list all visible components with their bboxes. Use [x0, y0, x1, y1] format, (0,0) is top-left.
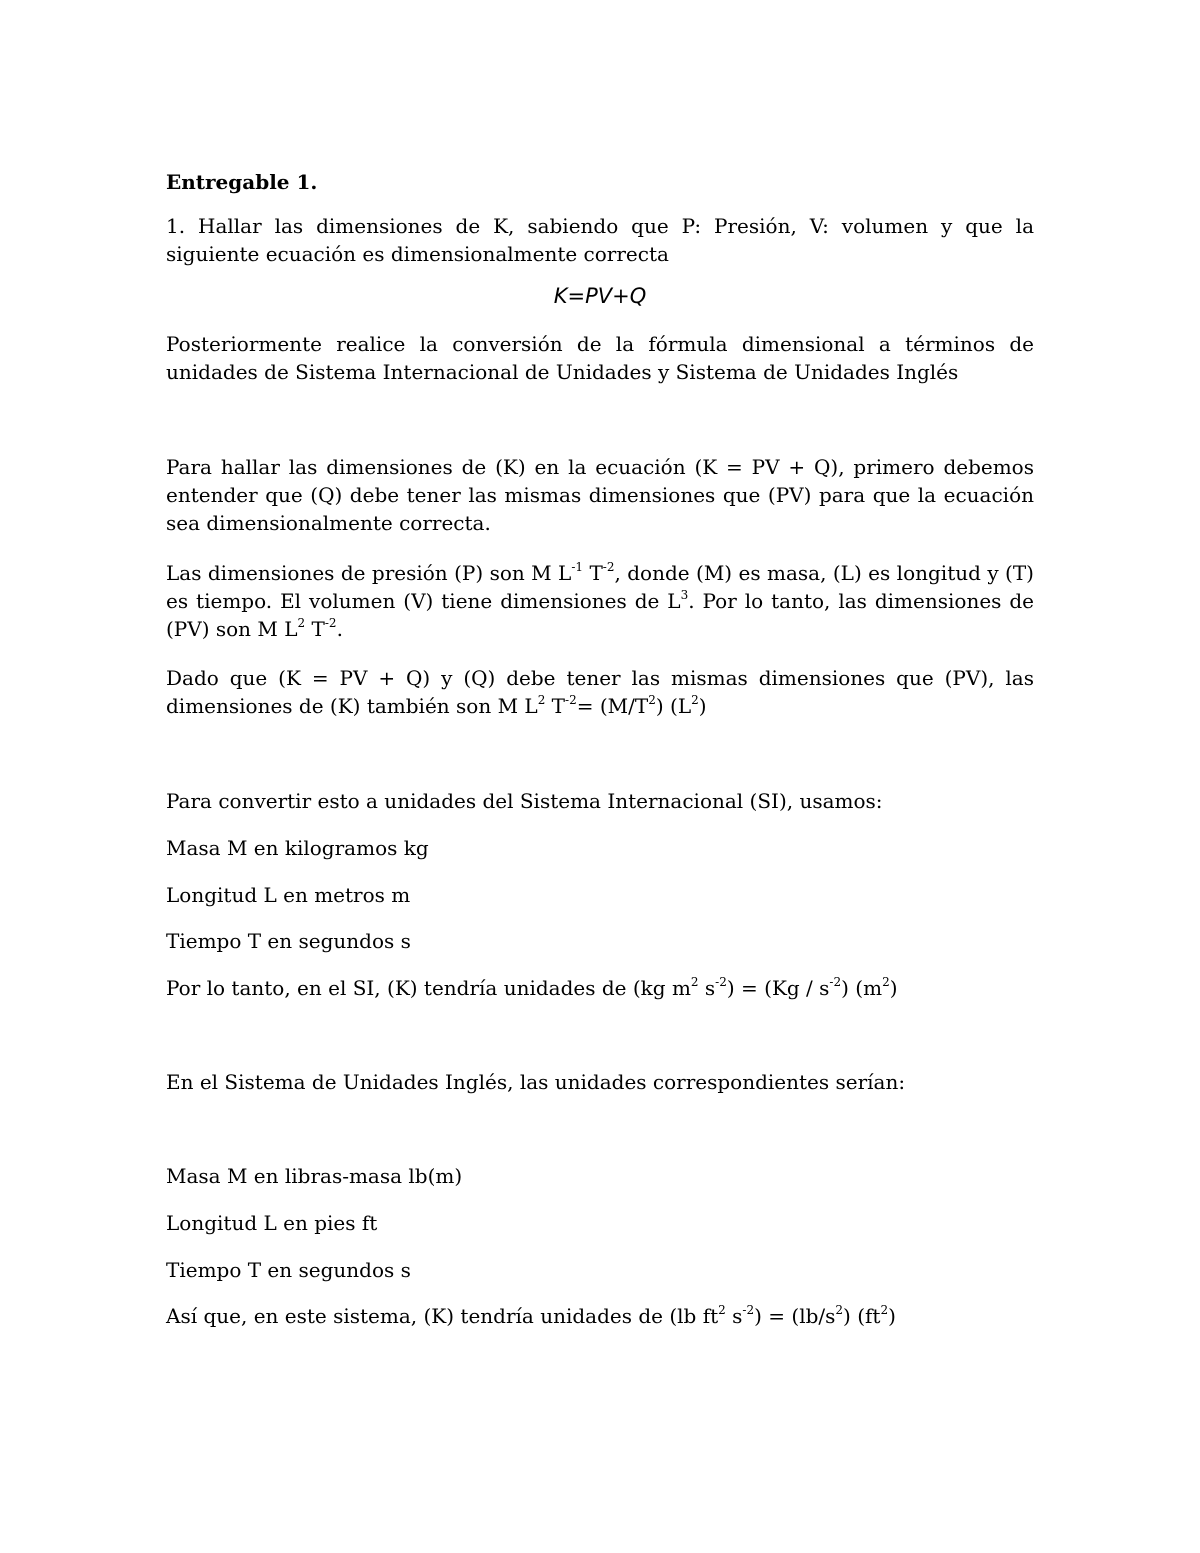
- question-number: 1.: [166, 214, 186, 238]
- si-length: Longitud L en metros m: [166, 883, 411, 907]
- si-intro: Para convertir esto a unidades del Sistema Internacional (SI), usamos:: [166, 789, 883, 813]
- english-result: Así que, en este sistema, (K) tendría unidades de (lb $ft^2$ $s^{-2}) = (lb/s^2)$ $(ft^2)$: [166, 1303, 896, 1328]
- question-text: Hallar las dimensiones de K, sabiendo que P: Presión, V: volumen y que la siguiente ecuación es dimensionalmente correcta: [166, 214, 1034, 266]
- si-mass: Masa M en kilogramos kg: [166, 836, 429, 860]
- answer-paragraph-2: Las dimensiones de presión (P) son M $L^{-1}$ $T^{-2}$, donde (M) es masa, (L) es longitud y (T) es tiempo. El volumen (V) tiene dimensiones de $L^3$. Por lo tanto, las dimensiones de (PV) son M $L^2$ $T^{-2}$.: [166, 560, 1035, 641]
- english-mass: Masa M en libras-masa lb(m): [166, 1164, 463, 1188]
- equation: K=PV+Q: [553, 284, 647, 308]
- english-length: Longitud L en pies ft: [166, 1211, 378, 1235]
- document-title: Entregable 1.: [166, 170, 318, 194]
- question-1: [166, 212, 1034, 268]
- english-intro: En el Sistema de Unidades Inglés, las unidades correspondientes serían:: [166, 1070, 906, 1094]
- si-time: Tiempo T en segundos s: [166, 929, 411, 953]
- answer-paragraph-3: Dado que (K = PV + Q) y (Q) debe tener las mismas dimensiones que (PV), las dimensiones de (K) también son M $L^2$ $T^{-2}= (M/T^2)$ $(L^2)$: [166, 666, 1034, 718]
- answer-paragraph-1: Para hallar las dimensiones de (K) en la ecuación (K = PV + Q), primero debemos entender que (Q) debe tener las mismas dimensiones que (PV) para que la ecuación sea dimensionalmente correcta.: [166, 455, 1034, 535]
- question-followup: Posteriormente realice la conversión de la fórmula dimensional a términos de unidades de Sistema Internacional de Unidades y Sistema de Unidades Inglés: [166, 332, 1034, 384]
- si-result: Por lo tanto, en el SI, (K) tendría unidades de (kg $m^2$ $s^{-2}) = (Kg / s^{-2})$ $(m^2)$: [166, 975, 898, 1000]
- english-time: Tiempo T en segundos s: [166, 1258, 411, 1282]
